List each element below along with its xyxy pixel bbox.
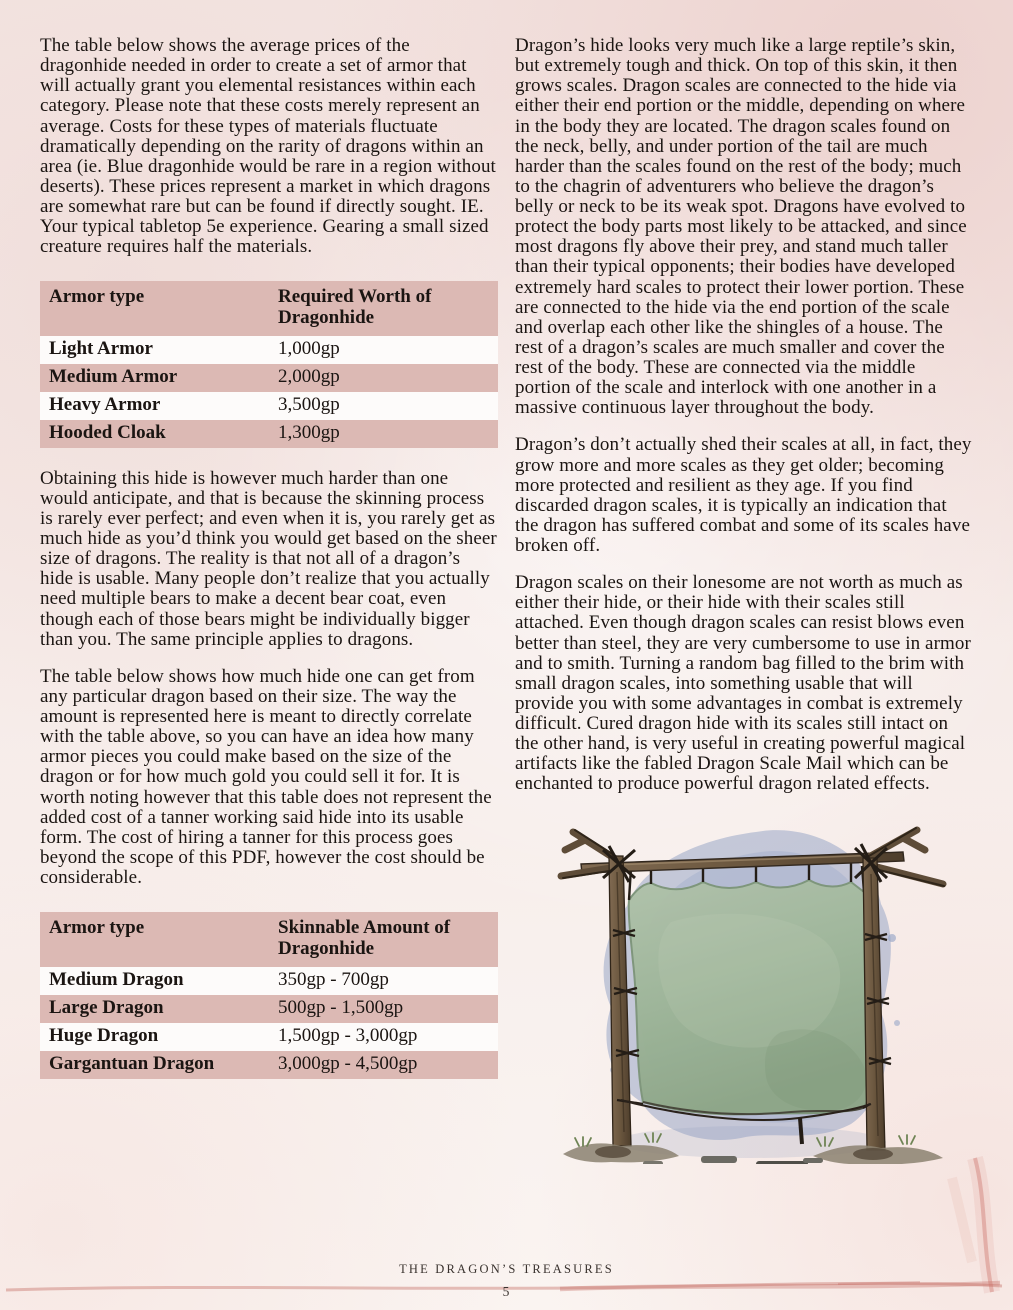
table-cell: 500gp - 1,500gp: [278, 996, 404, 1018]
blue-dot: [888, 934, 896, 942]
paragraph-shedding-scales: Dragon’s don’t actually shed their scales at all, in fact, they grow more and more scales as they get older; becoming more protected and resilient as they age. If you find discarded dragon scales, it is typically an indication that the dragon has suffered combat and some of its scales have broken off.: [515, 434, 972, 556]
table-row: [40, 1023, 498, 1051]
table-header-skinnable-amount: Skinnable Amount of Dragonhide: [269, 912, 498, 967]
blue-dot: [894, 1020, 900, 1026]
required-worth-table: [40, 281, 498, 447]
table-cell: 1,000gp: [278, 338, 340, 360]
table-cell: 1,300gp: [278, 421, 340, 443]
table-cell: 3,500gp: [278, 393, 340, 415]
table-header-row: [40, 281, 498, 336]
footer-running-title: THE DRAGON’S TREASURES: [399, 1262, 614, 1276]
table-header-required-worth: Required Worth of Dragonhide: [269, 281, 498, 336]
dragonhide-frame-drawing: [551, 812, 987, 1164]
paragraph-skinnable-intro: The table below shows how much hide one can get from any particular dragon based on their size. The way the amount is represented here is meant to directly correlate with the table above, so you can have an idea how many armor pieces you could make based on the size of the dragon or for how much gold you could sell it for. It is worth noting however that this table does not represent the added cost of a tanner working said hide into its usable form. The cost of hiring a tanner for this process goes beyond the scope of this PDF, however the cost should be considerable.: [40, 665, 492, 889]
footer-page-number: 5: [502, 1284, 511, 1299]
table-cell: Medium Dragon: [49, 969, 184, 990]
table-cell: Large Dragon: [49, 996, 164, 1018]
table-cell: 3,000gp - 4,500gp: [278, 1052, 418, 1074]
table-cell: Gargantuan Dragon: [49, 1052, 215, 1074]
table-cell: Huge Dragon: [49, 1024, 159, 1046]
table-row: [40, 967, 498, 995]
table-row: [40, 420, 498, 448]
paragraph-hide-description: Dragon’s hide looks very much like a large reptile’s skin, but extremely tough and thick. On top of this skin, it then grows scales. Dragon scales are connected to the hide via either their end portion or the middle, depending on where in the body they are located. The dragon scales found on the neck, belly, and under portion of the tail are much harder than the scales found on the rest of the body; much to the chagrin of adventurers who believe the dragon’s belly or neck to be its weak spot. Dragons have evolved to protect the body parts most likely to be attacked, and since most dragons fly above their prey, and stand much taller than their typical opponents; their bodies have developed extremely hard scales to protect their lower portion. These are connected to the hide via the end portion of the scale and overlap each other like the shingles of a house. The rest of a dragon’s scales are much smaller and cover the rest of the body. These are connected via the middle portion of the scale and interlock with one another in a massive continuous layer throughout the body.: [515, 35, 967, 419]
table-header-row: [40, 912, 498, 967]
paragraph-obtaining-hide: Obtaining this hide is however much harder than one would anticipate, and that is because the skinning process is rarely ever perfect; and even when it is, you rarely get as much hide as you’d think you would get based on the sheer size of dragons. The reality is that not all of a dragon’s hide is usable. Many people don’t realize that you actually need multiple bears to make a decent bear coat, even though each of those bears might be individually bigger than you. The same principle applies to dragons.: [40, 467, 497, 650]
weight-stick: [800, 1118, 802, 1144]
table-cell: 350gp - 700gp: [278, 969, 389, 990]
table-cell: 2,000gp: [278, 366, 340, 388]
table-row: [40, 364, 498, 392]
table-row: [40, 1051, 498, 1079]
table-row: [40, 336, 498, 364]
table-cell: Medium Armor: [49, 366, 178, 388]
table-header-armor-type: Armor type: [40, 281, 269, 336]
table-cell: Light Armor: [49, 338, 153, 360]
table-cell: Heavy Armor: [49, 393, 161, 415]
table-cell: 1,500gp - 3,000gp: [278, 1024, 418, 1046]
table-row: [40, 392, 498, 420]
dragonhide-frame-illustration: [551, 812, 987, 1164]
table-header-armor-type: Armor type: [40, 912, 269, 967]
paragraph-prices-intro: The table below shows the average prices of the dragonhide needed in order to create a set of armor that will actually grant you elemental resistances within each category. Please note that these costs merely represent an average. Costs for these types of materials fluctuate dramatically depending on the rarity of dragons within an area (ie. Blue dragonhide would be rare in a region without deserts). These prices represent a market in which dragons are somewhat rare but can be found if directly sought. IE. Your typical tabletop 5e experience. Gearing a small sized creature requires half the materials.: [40, 35, 496, 258]
paragraph-scale-value: Dragon scales on their lonesome are not worth as much as either their hide, or their hide with their scales still attached. Even though dragon scales can resist blows even better than steel, they are very cumbersome to use in armor and to smith. Turning a random bag filled to the brim with small dragon scales, into something usable that will provide you with some advantages in combat is extremely difficult. Cured dragon hide with its scales still intact on the other hand, is very useful in creating powerful magical artifacts like the fabled Dragon Scale Mail which can be enchanted to produce powerful dragon related effects.: [515, 572, 971, 795]
table-row: [40, 995, 498, 1023]
skinnable-amount-table: [40, 912, 498, 1078]
table-cell: Hooded Cloak: [49, 421, 166, 443]
left-column: [40, 36, 498, 1100]
right-column: [515, 36, 973, 1164]
